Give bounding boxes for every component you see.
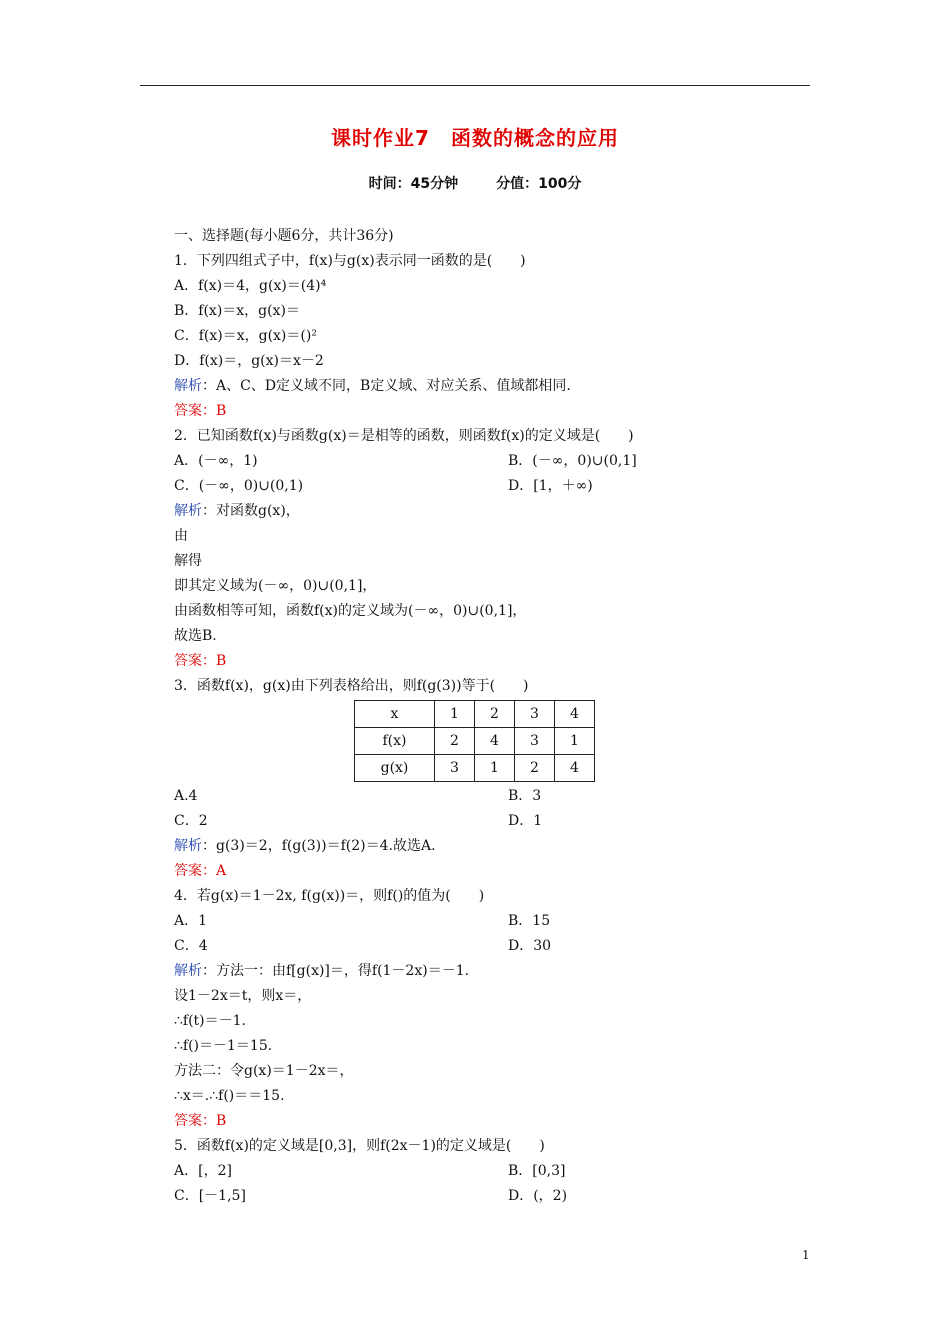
analysis-label: 解析	[174, 503, 202, 519]
q1-option-b: B．f(x)＝x，g(x)＝	[174, 303, 300, 319]
q3-options-cd	[174, 809, 794, 834]
q2-options-cd	[174, 474, 794, 499]
page-subtitle	[0, 173, 950, 193]
q3-option-a: A.4	[174, 788, 198, 804]
q2-analysis-line: 故选B.	[174, 628, 217, 644]
q1-analysis: 解析：A、C、D定义域不同，B定义域、对应关系、值域都相同.	[174, 378, 571, 394]
table-row	[355, 728, 595, 755]
q4-analysis-line: 方法二：令g(x)＝1－2x＝，	[174, 1063, 354, 1079]
q2-option-c: C．(－∞，0)∪(0,1)	[174, 478, 304, 494]
q2-answer: 答案：B	[174, 653, 227, 669]
q4-options-cd	[174, 934, 794, 959]
q3-analysis: 解析：g(3)＝2，f(g(3))＝f(2)＝4.故选A.	[174, 838, 436, 854]
table-cell: 2	[475, 701, 515, 728]
q3-option-d: D．1	[508, 813, 543, 829]
q2-option-d: D．[1，＋∞)	[508, 478, 593, 494]
q2-options-ab	[174, 449, 794, 474]
q2-analysis: 解析：对函数g(x)，	[174, 503, 300, 519]
page-number: 1	[802, 1248, 810, 1262]
analysis-label: 解析	[174, 378, 202, 394]
time-label: 时间：45分钟	[368, 176, 459, 192]
q4-option-d: D．30	[508, 938, 552, 954]
table-cell: 1	[555, 728, 595, 755]
q3-table	[354, 700, 595, 782]
q2-stem: 2．已知函数f(x)与函数g(x)＝是相等的函数，则函数f(x)的定义域是( )	[174, 428, 634, 444]
q3-stem: 3．函数f(x)，g(x)由下列表格给出，则f(g(3))等于( )	[174, 678, 529, 694]
q4-options-ab	[174, 909, 794, 934]
q2-option-a: A．(－∞，1)	[174, 453, 258, 469]
q3-answer: 答案：A	[174, 863, 227, 879]
table-cell: 4	[555, 755, 595, 782]
q4-analysis-line: ∴x＝.∴f()＝＝15.	[174, 1088, 285, 1104]
table-cell: 3	[435, 755, 475, 782]
q1-option-d: D．f(x)＝，g(x)＝x－2	[174, 353, 324, 369]
q1-option-a: A．f(x)＝4，g(x)＝(4)⁴	[174, 278, 327, 294]
q4-option-b: B．15	[508, 913, 551, 929]
table-row	[355, 701, 595, 728]
q1-stem: 1．下列四组式子中，f(x)与g(x)表示同一函数的是( )	[174, 253, 526, 269]
q5-option-c: C．[－1,5]	[174, 1188, 246, 1204]
q5-stem: 5．函数f(x)的定义域是[0,3]，则f(2x－1)的定义域是( )	[174, 1138, 545, 1154]
table-cell: x	[355, 701, 435, 728]
q2-analysis-line: 由函数相等可知，函数f(x)的定义域为(－∞，0)∪(0,1]，	[174, 603, 527, 619]
q1-option-c: C．f(x)＝x，g(x)＝()²	[174, 328, 317, 344]
q2-option-b: B．(－∞，0)∪(0,1]	[508, 453, 637, 469]
q5-option-d: D．(，2)	[508, 1188, 568, 1204]
q4-analysis-line: ∴f()＝－1＝15.	[174, 1038, 273, 1054]
table-cell: g(x)	[355, 755, 435, 782]
q4-answer: 答案：B	[174, 1113, 227, 1129]
table-cell: 1	[475, 755, 515, 782]
table-cell: 4	[475, 728, 515, 755]
score-label: 分值：100分	[496, 176, 582, 192]
document-body	[174, 224, 794, 1209]
q1-answer: 答案：B	[174, 403, 227, 419]
page-title: 课时作业7 函数的概念的应用	[331, 126, 619, 150]
q2-analysis-line: 解得	[174, 553, 202, 569]
q3-option-b: B．3	[508, 788, 542, 804]
q4-stem: 4．若g(x)＝1－2x, f(g(x))＝，则f()的值为( )	[174, 888, 485, 904]
analysis-label: 解析	[174, 963, 202, 979]
table-cell: 4	[555, 701, 595, 728]
q4-option-a: A．1	[174, 913, 208, 929]
analysis-label: 解析	[174, 838, 202, 854]
table-row	[355, 755, 595, 782]
q4-analysis-line: 设1－2x＝t，则x＝，	[174, 988, 312, 1004]
q5-options-cd	[174, 1184, 794, 1209]
table-cell: 2	[435, 728, 475, 755]
table-cell: 1	[435, 701, 475, 728]
table-cell: 3	[515, 701, 555, 728]
q2-analysis-line: 即其定义域为(－∞，0)∪(0,1]，	[174, 578, 377, 594]
table-cell: 2	[515, 755, 555, 782]
section-heading: 一、选择题(每小题6分，共计36分)	[174, 228, 394, 244]
q5-option-a: A．[，2]	[174, 1163, 232, 1179]
q5-options-ab	[174, 1159, 794, 1184]
q5-option-b: B．[0,3]	[508, 1163, 566, 1179]
q4-option-c: C．4	[174, 938, 208, 954]
q2-analysis-line: 由	[174, 528, 188, 544]
q3-option-c: C．2	[174, 813, 208, 829]
header-rule	[140, 85, 810, 86]
table-cell: f(x)	[355, 728, 435, 755]
q4-analysis: 解析：方法一：由f[g(x)]＝，得f(1－2x)＝－1.	[174, 963, 470, 979]
q4-analysis-line: ∴f(t)＝－1.	[174, 1013, 246, 1029]
table-cell: 3	[515, 728, 555, 755]
q3-options-ab	[174, 784, 794, 809]
